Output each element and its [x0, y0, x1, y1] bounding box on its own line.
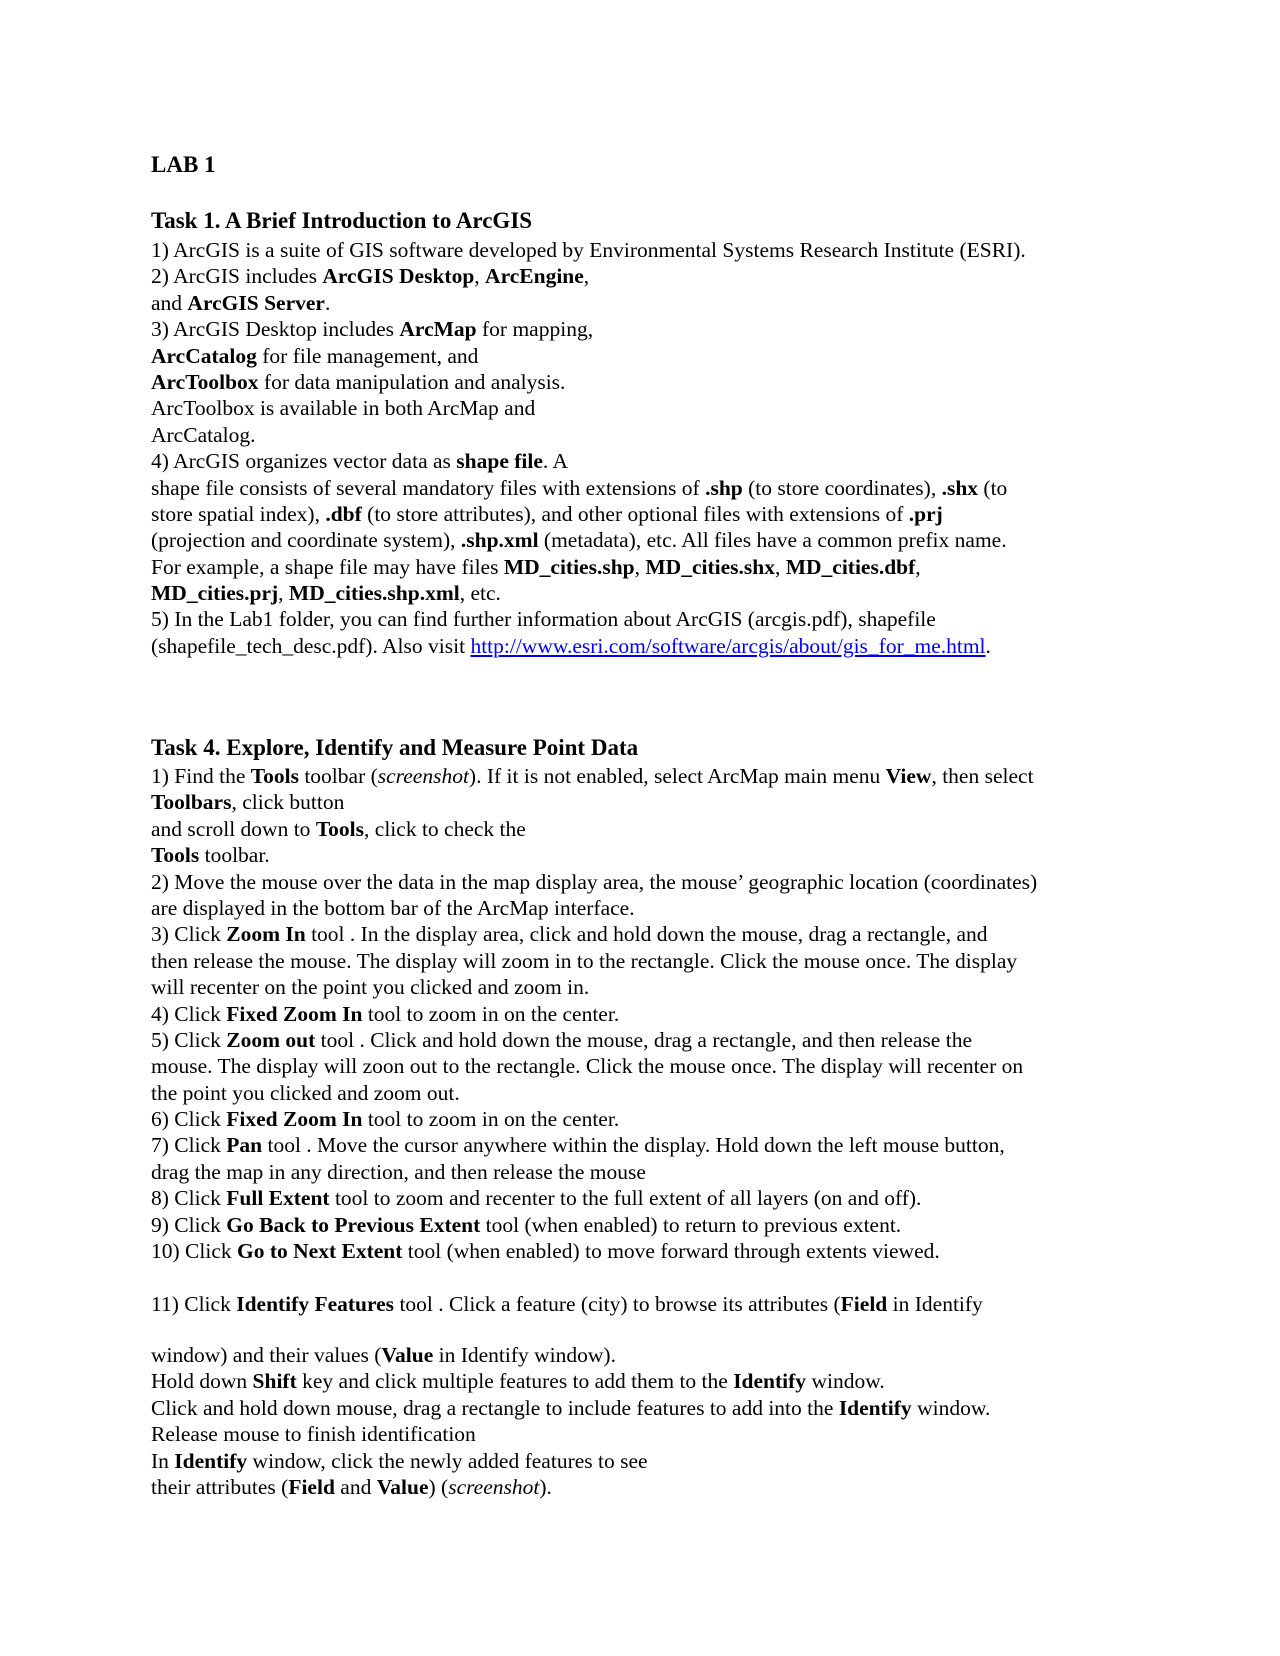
task4-heading: Task 4. Explore, Identify and Measure Point Data — [151, 735, 639, 760]
text-run: for mapping, — [476, 317, 594, 342]
text-run: tool (when enabled) to return to previous extent. — [480, 1212, 902, 1237]
text-run: ) ( — [428, 1474, 449, 1499]
bold-term: ArcCatalog — [151, 343, 257, 368]
text-run: 1) ArcGIS is a suite of GIS software developed by Environmental Systems Research Institute (ESRI). — [151, 238, 1026, 262]
text-run: For example, a shape file may have files — [151, 554, 504, 579]
text-run: ArcCatalog. — [151, 422, 256, 447]
text-line — [151, 1027, 1151, 1053]
text-run: their attributes ( — [151, 1474, 289, 1499]
text-run: ArcToolbox is available in both ArcMap and — [151, 396, 536, 421]
bold-term: Go to Next Extent — [237, 1239, 403, 1264]
text-run: , — [474, 264, 486, 289]
text-line — [151, 1106, 1151, 1132]
text-run: 2) Move the mouse over the data in the map display area, the mouse’ geographic location (coordinates) — [151, 869, 1038, 894]
bold-term: Fixed Zoom In — [226, 1107, 363, 1132]
bold-term: .shp — [705, 475, 743, 500]
bold-term: .prj — [908, 501, 943, 526]
text-run: and — [151, 290, 188, 315]
text-run: (to store coordinates), — [742, 475, 942, 500]
text-run: (shapefile_tech_desc.pdf). Also visit — [151, 633, 471, 658]
text-line — [151, 527, 1151, 553]
text-run: are displayed in the bottom bar of the ArcMap interface. — [151, 895, 635, 920]
text-line — [151, 974, 1151, 1000]
text-run: 11) Click — [151, 1292, 237, 1316]
task4-identify-notes — [151, 1342, 1151, 1500]
bold-term: ArcGIS Server — [187, 290, 325, 315]
bold-term: Pan — [226, 1133, 263, 1158]
text-run: 8) Click — [151, 1186, 227, 1211]
text-run: window. — [806, 1369, 885, 1394]
text-line — [151, 842, 1151, 868]
bold-term: ArcMap — [399, 317, 477, 342]
bold-term: .dbf — [325, 501, 362, 526]
text-run: shape file consists of several mandatory files with extensions of — [151, 475, 706, 500]
text-line — [151, 501, 1151, 527]
text-run: (to — [978, 475, 1008, 500]
text-line — [151, 395, 1151, 421]
text-run: 2) ArcGIS includes — [151, 264, 323, 289]
text-run: , — [634, 554, 646, 579]
text-run: for data manipulation and analysis. — [258, 369, 566, 394]
text-run: in Identify — [887, 1292, 983, 1316]
text-line — [151, 237, 1151, 263]
bold-term: Zoom out — [226, 1027, 316, 1052]
text-line — [151, 316, 1151, 342]
text-run: . — [324, 290, 331, 315]
text-line — [151, 448, 1151, 474]
bold-term: Tools — [315, 816, 365, 841]
text-line — [151, 1238, 1151, 1264]
lab-title: LAB 1 — [151, 152, 216, 177]
text-line — [151, 1448, 1151, 1474]
text-run: , etc. — [459, 581, 501, 606]
bold-term: View — [885, 764, 932, 788]
text-line — [151, 921, 1151, 947]
text-run: 1) Find the — [151, 764, 251, 788]
text-run: 10) Click — [151, 1239, 237, 1264]
bold-term: Full Extent — [226, 1186, 330, 1211]
text-line — [151, 816, 1151, 842]
text-run: toolbar ( — [298, 764, 378, 788]
text-run: 5) Click — [151, 1027, 227, 1052]
text-run: (projection and coordinate system), — [151, 528, 461, 553]
text-line — [151, 1185, 1151, 1211]
bold-term: ArcGIS Desktop — [322, 264, 475, 289]
text-run: , then select — [931, 764, 1034, 788]
italic-term: screenshot — [448, 1474, 540, 1499]
text-run: . — [985, 633, 991, 658]
text-run: mouse. The display will zoon out to the rectangle. Click the mouse once. The display will recenter on — [151, 1054, 1024, 1079]
bold-term: .shp.xml — [460, 528, 539, 553]
bold-term: Value — [381, 1343, 434, 1367]
text-run: 4) Click — [151, 1001, 227, 1026]
bold-term: Identify — [838, 1395, 912, 1420]
bold-term: MD_cities.shp.xml — [288, 581, 460, 606]
text-run: will recenter on the point you clicked and zoom in. — [151, 975, 590, 1000]
text-run: tool (when enabled) to move forward through extents viewed. — [402, 1239, 940, 1264]
text-line — [151, 475, 1151, 501]
text-run: toolbar. — [199, 843, 270, 868]
task1-body — [151, 237, 1151, 659]
bold-term: Value — [376, 1474, 429, 1499]
text-run: tool . Click a feature (city) to browse its attributes ( — [394, 1292, 841, 1316]
italic-term: screenshot — [377, 764, 469, 788]
esri-link[interactable]: http://www.esri.com/software/arcgis/about/gis_for_me.html — [470, 633, 986, 658]
text-run: , — [774, 554, 786, 579]
text-run: 4) ArcGIS organizes vector data as — [151, 449, 457, 474]
bold-term: shape file — [456, 449, 543, 474]
bold-term: Identify — [174, 1448, 248, 1473]
text-run: tool . In the display area, click and hold down the mouse, drag a rectangle, and — [305, 922, 988, 947]
bold-term: .shx — [941, 475, 979, 500]
text-line — [151, 1212, 1151, 1238]
text-line — [151, 1080, 1151, 1106]
text-run: ). — [539, 1474, 552, 1499]
text-run: . A — [542, 449, 568, 474]
text-line — [151, 369, 1151, 395]
text-run: then release the mouse. The display will zoom in to the rectangle. Click the mouse once. The display — [151, 948, 1018, 973]
bold-term: Field — [840, 1292, 888, 1316]
text-run: and scroll down to — [151, 816, 316, 841]
text-run: tool . Click and hold down the mouse, drag a rectangle, and then release the — [315, 1027, 972, 1052]
text-run: tool to zoom in on the center. — [362, 1107, 620, 1132]
text-run: 5) In the Lab1 folder, you can find further information about ArcGIS (arcgis.pdf), shapefile — [151, 607, 936, 632]
bold-term: MD_cities.shx — [645, 554, 775, 579]
text-line — [151, 1132, 1151, 1158]
text-run: 9) Click — [151, 1212, 227, 1237]
text-run: window. — [911, 1395, 991, 1420]
text-line — [151, 1053, 1151, 1079]
text-line — [151, 606, 1151, 632]
text-run: 3) ArcGIS Desktop includes — [151, 317, 400, 342]
bold-term: Tools — [250, 764, 299, 788]
text-run: store spatial index), — [151, 501, 326, 526]
text-line — [151, 1291, 1151, 1317]
text-run: , — [915, 554, 921, 579]
bold-term: Fixed Zoom In — [226, 1001, 363, 1026]
text-line — [151, 1421, 1151, 1447]
bold-term: MD_cities.shp — [503, 554, 635, 579]
text-run: the point you clicked and zoom out. — [151, 1080, 460, 1105]
task4-body — [151, 763, 1151, 1264]
bold-term: Shift — [252, 1369, 297, 1394]
text-run: tool . Move the cursor anywhere within the display. Hold down the left mouse button, — [262, 1133, 1005, 1158]
text-line — [151, 290, 1151, 316]
text-run: Hold down — [151, 1369, 253, 1394]
text-line — [151, 554, 1151, 580]
text-line — [151, 895, 1151, 921]
text-run: , — [278, 581, 289, 606]
text-run: 7) Click — [151, 1133, 227, 1158]
text-line — [151, 1342, 1151, 1368]
bold-term: Identify Features — [236, 1292, 395, 1316]
bold-term: Zoom In — [226, 922, 306, 947]
bold-term: Go Back to Previous Extent — [226, 1212, 481, 1237]
task1-heading: Task 1. A Brief Introduction to ArcGIS — [151, 208, 533, 233]
text-run: for file management, and — [256, 343, 479, 368]
text-run: , — [583, 264, 590, 289]
text-run: drag the map in any direction, and then release the mouse — [151, 1159, 646, 1184]
text-line — [151, 263, 1151, 289]
text-line — [151, 1001, 1151, 1027]
bold-term: MD_cities.prj — [151, 581, 279, 606]
text-line — [151, 1474, 1151, 1500]
text-run: , click button — [231, 790, 345, 815]
text-run: and — [334, 1474, 377, 1499]
text-run: 3) Click — [151, 922, 227, 947]
bold-term: ArcToolbox — [151, 369, 259, 394]
text-run: Click and hold down mouse, drag a rectangle to include features to add into the — [151, 1395, 839, 1420]
text-run: In — [151, 1448, 175, 1473]
bold-term: ArcEngine — [485, 264, 584, 289]
text-line — [151, 869, 1151, 895]
text-line — [151, 633, 1151, 659]
text-line — [151, 1159, 1151, 1185]
bold-term: Tools — [151, 843, 200, 868]
task4-step11 — [151, 1291, 1151, 1317]
text-run: in Identify window). — [433, 1343, 616, 1367]
text-line — [151, 1368, 1151, 1394]
text-run: Release mouse to finish identification — [151, 1422, 476, 1447]
text-line — [151, 580, 1151, 606]
text-line — [151, 948, 1151, 974]
text-run: window) and their values ( — [151, 1343, 382, 1367]
text-line — [151, 789, 1151, 815]
bold-term: Field — [288, 1474, 335, 1499]
text-line — [151, 763, 1151, 789]
text-run: (metadata), etc. All files have a common prefix name. — [538, 528, 1007, 553]
bold-term: Toolbars — [151, 790, 232, 815]
bold-term: MD_cities.dbf — [785, 554, 916, 579]
text-run: 6) Click — [151, 1107, 227, 1132]
text-run: (to store attributes), and other optional files with extensions of — [361, 501, 909, 526]
text-line — [151, 343, 1151, 369]
text-run: tool to zoom and recenter to the full extent of all layers (on and off). — [329, 1186, 922, 1211]
text-line — [151, 1395, 1151, 1421]
text-run: ). If it is not enabled, select ArcMap main menu — [468, 764, 886, 788]
text-run: key and click multiple features to add them to the — [296, 1369, 734, 1394]
text-run: , click to check the — [364, 816, 526, 841]
text-line — [151, 422, 1151, 448]
text-run: window, click the newly added features to see — [247, 1448, 648, 1473]
text-run: tool to zoom in on the center. — [362, 1001, 620, 1026]
bold-term: Identify — [733, 1369, 807, 1394]
